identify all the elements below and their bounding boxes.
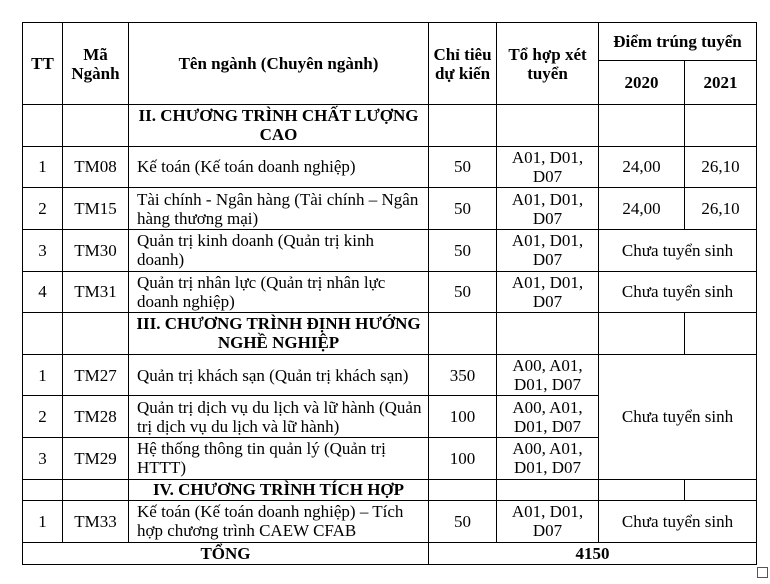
total-label: TỔNG bbox=[23, 542, 429, 564]
table-row bbox=[23, 188, 757, 230]
cell-ma: TM27 bbox=[63, 354, 129, 396]
cell-to-hop: A01, D01, D07 bbox=[497, 188, 599, 230]
cell-ma: TM31 bbox=[63, 271, 129, 313]
header-ma-nganh: Mã Ngành bbox=[63, 23, 129, 105]
cell-tt: 1 bbox=[23, 354, 63, 396]
table-row bbox=[23, 354, 757, 396]
section-title: III. CHƯƠNG TRÌNH ĐỊNH HƯỚNG NGHỀ NGHIỆP bbox=[129, 313, 429, 355]
header-2020: 2020 bbox=[599, 61, 685, 105]
cell-to-hop: A01, D01, D07 bbox=[497, 271, 599, 313]
cell-chi-tieu: 50 bbox=[429, 500, 497, 542]
table-row bbox=[23, 146, 757, 188]
cell-to-hop: A01, D01, D07 bbox=[497, 146, 599, 188]
cell-ma: TM15 bbox=[63, 188, 129, 230]
header-chi-tieu: Chỉ tiêu dự kiến bbox=[429, 23, 497, 105]
cell-tt: 4 bbox=[23, 271, 63, 313]
cell-2021: 26,10 bbox=[685, 188, 757, 230]
cell-chi-tieu: 350 bbox=[429, 354, 497, 396]
cell-chi-tieu: 50 bbox=[429, 271, 497, 313]
cell-to-hop: A00, A01, D01, D07 bbox=[497, 354, 599, 396]
cell-chi-tieu: 100 bbox=[429, 438, 497, 480]
cell-ten: Tài chính - Ngân hàng (Tài chính – Ngân hàng thương mại) bbox=[129, 188, 429, 230]
cell-to-hop: A00, A01, D01, D07 bbox=[497, 396, 599, 438]
cell-2020: 24,00 bbox=[599, 188, 685, 230]
header-ten-nganh: Tên ngành (Chuyên ngành) bbox=[129, 23, 429, 105]
cell-ma: TM08 bbox=[63, 146, 129, 188]
total-value: 4150 bbox=[429, 542, 757, 564]
section-title: II. CHƯƠNG TRÌNH CHẤT LƯỢNG CAO bbox=[129, 105, 429, 147]
cell-tt: 1 bbox=[23, 500, 63, 542]
cell-ten: Quản trị khách sạn (Quản trị khách sạn) bbox=[129, 354, 429, 396]
cell-chi-tieu: 50 bbox=[429, 188, 497, 230]
cell-ten: Hệ thống thông tin quản lý (Quản trị HTTT) bbox=[129, 438, 429, 480]
cell-chi-tieu: 50 bbox=[429, 229, 497, 271]
cell-to-hop: A01, D01, D07 bbox=[497, 500, 599, 542]
header-tt: TT bbox=[23, 23, 63, 105]
cell-tt: 2 bbox=[23, 396, 63, 438]
header-to-hop: Tổ hợp xét tuyển bbox=[497, 23, 599, 105]
cell-to-hop: A01, D01, D07 bbox=[497, 229, 599, 271]
cell-ten: Quản trị dịch vụ du lịch và lữ hành (Quản trị dịch vụ du lịch và lữ hành) bbox=[129, 396, 429, 438]
cell-tt: 3 bbox=[23, 438, 63, 480]
cell-tt: 3 bbox=[23, 229, 63, 271]
cell-tt: 1 bbox=[23, 146, 63, 188]
cell-diem: Chưa tuyển sinh bbox=[599, 271, 757, 313]
cell-ten: Quản trị kinh doanh (Quản trị kinh doanh) bbox=[129, 229, 429, 271]
cell-to-hop: A00, A01, D01, D07 bbox=[497, 438, 599, 480]
cell-ten: Quản trị nhân lực (Quản trị nhân lực doanh nghiệp) bbox=[129, 271, 429, 313]
cell-tt: 2 bbox=[23, 188, 63, 230]
header-diem: Điểm trúng tuyển bbox=[599, 23, 757, 61]
cell-ten: Kế toán (Kế toán doanh nghiệp) bbox=[129, 146, 429, 188]
table-row bbox=[23, 229, 757, 271]
table-row bbox=[23, 271, 757, 313]
cell-2020: 24,00 bbox=[599, 146, 685, 188]
section-row bbox=[23, 313, 757, 355]
cell-ma: TM33 bbox=[63, 500, 129, 542]
section-title: IV. CHƯƠNG TRÌNH TÍCH HỢP bbox=[129, 479, 429, 500]
cell-chi-tieu: 50 bbox=[429, 146, 497, 188]
corner-box bbox=[757, 567, 768, 578]
cell-diem: Chưa tuyển sinh bbox=[599, 354, 757, 479]
section-row bbox=[23, 105, 757, 147]
cell-ma: TM28 bbox=[63, 396, 129, 438]
cell-ma: TM30 bbox=[63, 229, 129, 271]
cell-diem: Chưa tuyển sinh bbox=[599, 500, 757, 542]
cell-2021: 26,10 bbox=[685, 146, 757, 188]
cell-chi-tieu: 100 bbox=[429, 396, 497, 438]
section-row bbox=[23, 479, 757, 500]
cell-ten: Kế toán (Kế toán doanh nghiệp) – Tích hợp chương trình CAEW CFAB bbox=[129, 500, 429, 542]
admission-table bbox=[22, 22, 757, 565]
table-row bbox=[23, 500, 757, 542]
cell-diem: Chưa tuyển sinh bbox=[599, 229, 757, 271]
total-row bbox=[23, 542, 757, 564]
cell-ma: TM29 bbox=[63, 438, 129, 480]
header-2021: 2021 bbox=[685, 61, 757, 105]
